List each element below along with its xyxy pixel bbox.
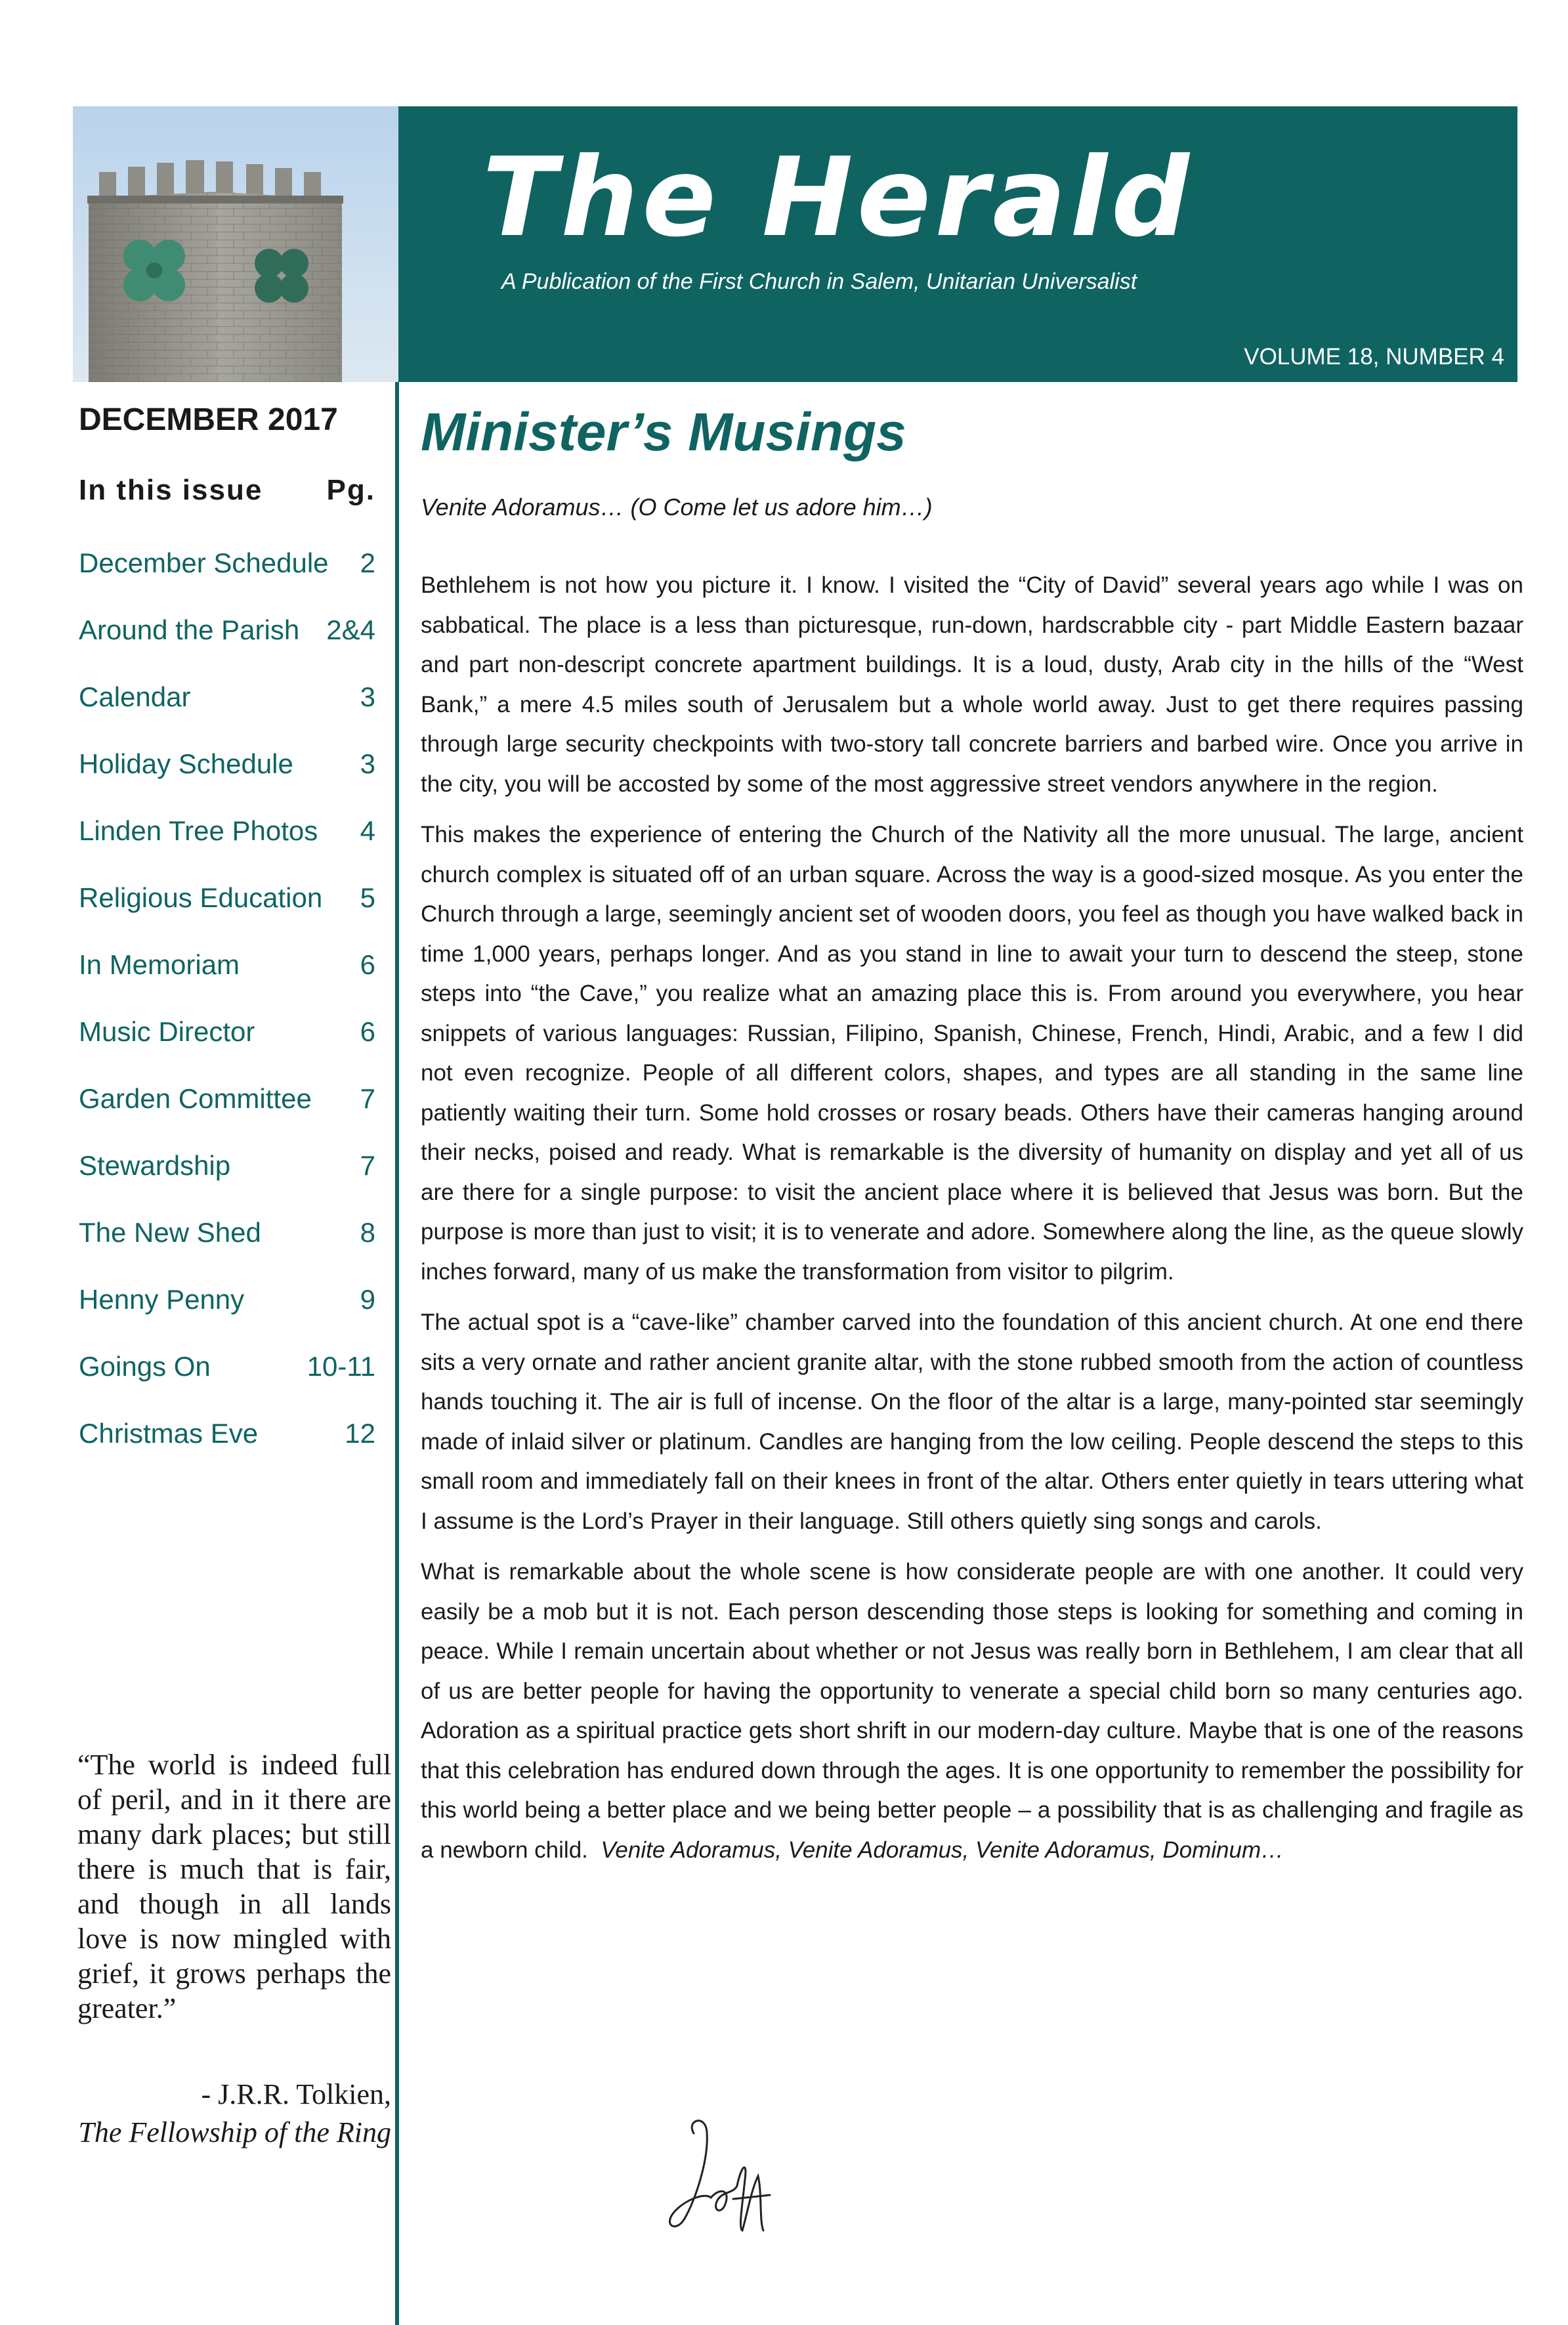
toc-item-label: Stewardship [79, 1150, 231, 1181]
toc-item-page: 6 [360, 949, 375, 980]
toc-item-page: 7 [360, 1150, 375, 1181]
toc-item[interactable] [79, 1016, 375, 1083]
volume-number: VOLUME 18, NUMBER 4 [1244, 344, 1504, 370]
toc-item-page: 4 [360, 815, 375, 846]
article-paragraph: This makes the experience of entering the Church of the Nativity all the more unusual. The large, ancient church complex is situated off of an urban square. Across the way is a good-sized mosque. As you enter the Church through a large, seemingly ancient set of wooden doors, you feel as though you have walked back in time 1,000 years, perhaps longer. And as you stand in line to await your turn to descend the steep, stone steps into “the Cave,” you realize what an amazing place this is. From around you everywhere, you hear snippets of various languages: Russian, Filipino, Spanish, Chinese, French, Hindi, Arabic, and a few I did not even recognize. People of all different colors, shapes, and types are all standing in the same line patiently waiting their turn. Some hold crosses or rosary beads. Others have their cameras hanging around their necks, poised and ready. What is remarkable is the diversity of humanity on display and yet all of us are there for a single purpose: to visit the ancient place where it is believed that Jesus was born. But the purpose is more than just to visit; it is to venerate and adore. Somewhere along the line, as the queue slowly inches forward, many of us make the transformation from visitor to pilgrim. [421, 822, 1523, 1285]
toc-item-page: 9 [360, 1284, 375, 1315]
toc-item-label: Holiday Schedule [79, 748, 293, 779]
toc-item-label: December Schedule [79, 547, 329, 578]
toc-heading [79, 474, 375, 507]
article-title: Minister’s Musings [421, 402, 906, 462]
toc-item-page: 6 [360, 1016, 375, 1047]
toc-item[interactable] [79, 1083, 375, 1150]
masthead-banner [398, 106, 1517, 382]
toc-item-label: Christmas Eve [79, 1418, 259, 1449]
toc-item-page: 2&4 [326, 614, 375, 645]
toc-item-label: Linden Tree Photos [79, 815, 318, 846]
quote-attribution [77, 2076, 391, 2152]
column-divider [395, 382, 399, 2325]
toc-item-page: 12 [345, 1418, 375, 1449]
toc-item[interactable] [79, 882, 375, 949]
toc-item[interactable] [79, 681, 375, 748]
toc-item[interactable] [79, 614, 375, 681]
article-paragraph: The actual spot is a “cave-like” chamber carved into the foundation of this ancient church. At one end there sits a very ornate and rather ancient granite altar, with the stone rubbed smooth from the action of countless hands touching it. The air is full of incense. On the floor of the altar is a large, many-pointed star seemingly made of inlaid silver or platinum. Candles are hanging from the low ceiling. People descend the steps to this small room and immediately fall on their knees in front of the altar. Others enter quietly in tears uttering what I assume is the Lord’s Prayer in their language. Still others quietly sing songs and carols. [421, 1310, 1523, 1534]
toc-item-page: 5 [360, 882, 375, 913]
article-paragraph: Bethlehem is not how you picture it. I know. I visited the “City of David” several years ago while I was on sabbatical. The place is a less than picturesque, run-down, hardscrabble city - part Middle Eastern bazaar and part non-descript concrete apartment buildings. It is a loud, dusty, Arab city in the hills of the “West Bank,” a mere 4.5 miles south of Jerusalem but a whole world away. Just to get there requires passing through large security checkpoints with two-story tall concrete barriers and barbed wire. Once you arrive in the city, you will be accosted by some of the most aggressive street vendors anywhere in the region. [421, 572, 1523, 797]
toc-item-label: In Memoriam [79, 949, 240, 980]
toc-page-heading: Pg. [326, 474, 375, 506]
toc-item[interactable] [79, 1284, 375, 1351]
toc-item[interactable] [79, 1351, 375, 1418]
toc-item-page: 3 [360, 681, 375, 712]
toc-item[interactable] [79, 748, 375, 815]
toc-item[interactable] [79, 1418, 375, 1485]
toc-item-page: 10-11 [307, 1351, 375, 1382]
toc-item[interactable] [79, 1217, 375, 1284]
toc-item[interactable] [79, 815, 375, 882]
toc-item-label: Music Director [79, 1016, 255, 1047]
toc-item-label: Henny Penny [79, 1284, 245, 1315]
article-paragraph: What is remarkable about the whole scene is how considerate people are with one another. It could very easily be a mob but it is not. Each person descending those steps is looking for something and coming in peace. While I remain uncertain about whether or not Jesus was really born in Bethlehem, I am clear that all of us are better people for having the opportunity to venerate a special child born so many centuries ago. Adoration as a spiritual practice gets short shrift in our modern-day culture. Maybe that is one of the reasons that this celebration has endured down through the ages. It is one opportunity to remember the possibility for this world being a better place and we being better people – a possibility that is as challenging and fragile as a newborn child. [421, 1559, 1523, 1863]
quote-source: The Fellowship of the Ring [78, 2116, 391, 2148]
article-paragraph-last [421, 1552, 1523, 1870]
masthead-title: The Herald [482, 135, 1193, 261]
toc-item-page: 3 [360, 748, 375, 779]
toc-item[interactable] [79, 547, 375, 614]
toc-item-page: 7 [360, 1083, 375, 1114]
signature-image [660, 2114, 784, 2245]
toc-item-page: 8 [360, 1217, 375, 1248]
article-intro: Venite Adoramus… (O Come let us adore him…) [421, 494, 933, 521]
toc-heading-label: In this issue [79, 474, 263, 506]
toc-item-page: 2 [360, 547, 375, 578]
toc-item-label: Goings On [79, 1351, 211, 1382]
toc-item[interactable] [79, 949, 375, 1016]
church-tower-photo [73, 106, 398, 382]
article-closing: Venite Adoramus, Venite Adoramus, Venite Adoramus, Dominum… [601, 1837, 1284, 1863]
issue-date: DECEMBER 2017 [79, 402, 338, 437]
table-of-contents [79, 547, 375, 1485]
toc-item-label: Calendar [79, 681, 191, 712]
article-body [421, 566, 1523, 1881]
tolkien-quote: “The world is indeed full of peril, and in it there are many dark places; but still there is much that is fair, and though in all lands love is now mingled with grief, it grows perhaps the greater.” [77, 1749, 391, 2024]
toc-item-label: Garden Committee [79, 1083, 312, 1114]
masthead-subtitle: A Publication of the First Church in Salem, Unitarian Universalist [501, 269, 1137, 294]
toc-item[interactable] [79, 1150, 375, 1217]
quote-author: - J.R.R. Tolkien, [201, 2078, 391, 2110]
toc-item-label: The New Shed [79, 1217, 261, 1248]
toc-item-label: Around the Parish [79, 614, 300, 645]
toc-item-label: Religious Education [79, 882, 323, 913]
